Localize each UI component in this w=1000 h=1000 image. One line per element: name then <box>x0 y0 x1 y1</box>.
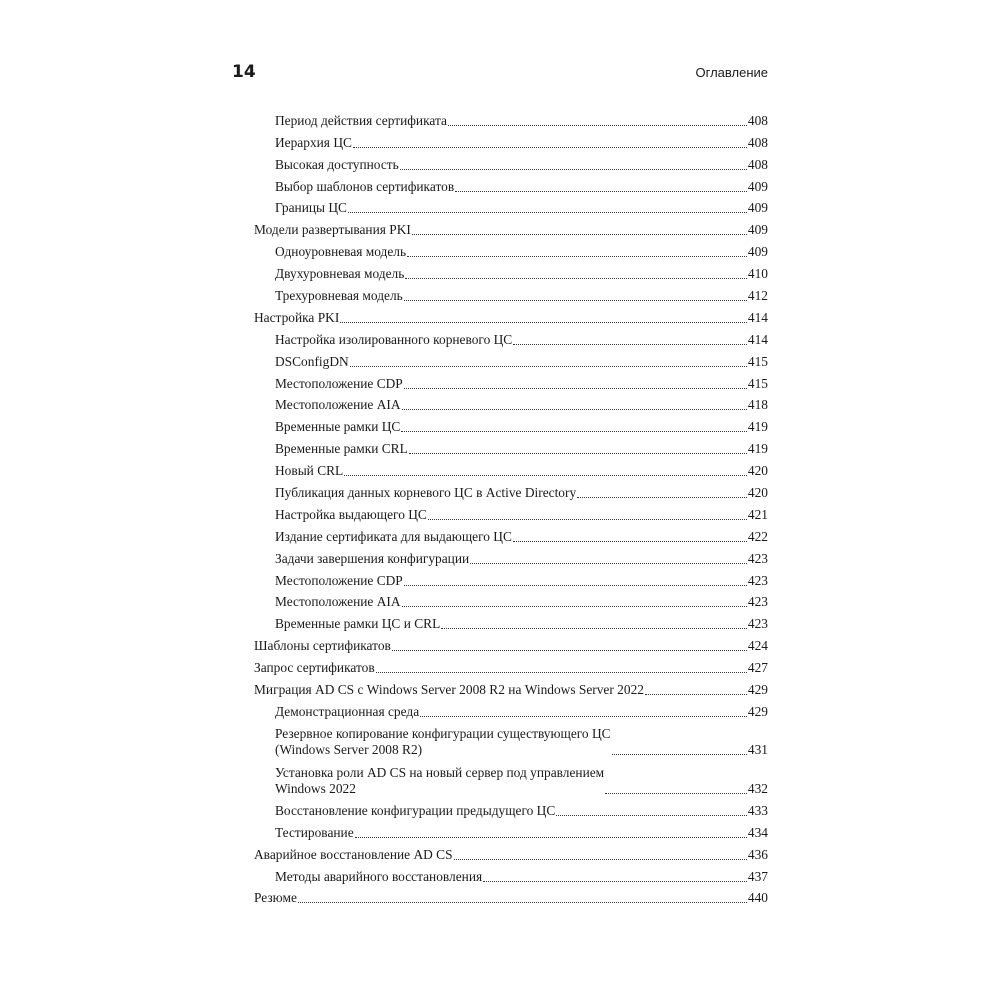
toc-page-number: 429 <box>747 703 768 719</box>
dot-leader <box>513 541 747 542</box>
toc-subsection <box>254 195 768 217</box>
toc-subsection <box>254 501 768 523</box>
toc-entry-title: Границы ЦС <box>275 200 347 216</box>
toc-entry-title: Задачи завершения конфигурации <box>275 550 470 566</box>
dot-leader <box>577 497 747 498</box>
toc-subsection <box>254 457 768 479</box>
toc-page-number: 437 <box>747 868 768 884</box>
toc-page-number: 409 <box>747 244 768 260</box>
dot-leader <box>483 881 747 882</box>
dot-leader <box>420 716 747 717</box>
toc-page-number: 432 <box>747 780 768 796</box>
dot-leader <box>409 453 747 454</box>
table-of-contents <box>254 107 768 906</box>
dot-leader <box>407 256 747 257</box>
dot-leader <box>344 475 747 476</box>
toc-page-number: 427 <box>747 660 768 676</box>
toc-subsection <box>254 260 768 282</box>
dot-leader <box>404 585 747 586</box>
toc-entry-title: DSConfigDN <box>275 353 349 369</box>
toc-subsection <box>254 326 768 348</box>
toc-entry-title: Резервное копирование конфигурации существующего ЦС (Windows Server 2008 R2) <box>275 726 611 758</box>
dot-leader <box>612 754 747 755</box>
toc-page-number: 415 <box>747 353 768 369</box>
toc-entry-title: Одноуровневая модель <box>275 244 407 260</box>
toc-entry-title: Восстановление конфигурации предыдущего ЦС <box>275 802 556 818</box>
toc-subsection <box>254 797 768 819</box>
toc-subsection <box>254 758 768 797</box>
toc-section <box>254 632 768 654</box>
toc-subsection <box>254 435 768 457</box>
toc-page-number: 412 <box>747 288 768 304</box>
toc-subsection <box>254 282 768 304</box>
toc-subsection <box>254 720 768 759</box>
toc-section <box>254 885 768 907</box>
toc-page-number: 423 <box>747 572 768 588</box>
toc-section <box>254 676 768 698</box>
toc-subsection <box>254 819 768 841</box>
dot-leader <box>348 212 747 213</box>
toc-entry-title: Публикация данных корневого ЦС в Active Directory <box>275 485 577 501</box>
toc-page-number: 414 <box>747 331 768 347</box>
dot-leader <box>340 322 747 323</box>
toc-page-number: 414 <box>747 309 768 325</box>
toc-entry-title: Трехуровневая модель <box>275 288 403 304</box>
toc-entry-title: Местоположение AIA <box>275 397 401 413</box>
toc-entry-title: Шаблоны сертификатов <box>254 638 391 654</box>
toc-subsection <box>254 173 768 195</box>
dot-leader <box>513 344 747 345</box>
toc-page-number: 424 <box>747 638 768 654</box>
toc-entry-title: Тестирование <box>275 824 354 840</box>
dot-leader <box>605 793 747 794</box>
dot-leader <box>412 234 747 235</box>
toc-entry-title: Выбор шаблонов сертификатов <box>275 178 455 194</box>
toc-page-number: 420 <box>747 463 768 479</box>
toc-page-number: 418 <box>747 397 768 413</box>
toc-subsection <box>254 610 768 632</box>
dot-leader <box>298 902 747 903</box>
dot-leader <box>441 628 747 629</box>
dot-leader <box>355 837 747 838</box>
toc-entry-title: Резюме <box>254 890 297 906</box>
toc-entry-title: Местоположение AIA <box>275 594 401 610</box>
dot-leader <box>350 366 747 367</box>
toc-entry-title: Местоположение CDP <box>275 572 403 588</box>
toc-page-number: 419 <box>747 441 768 457</box>
toc-entry-title: Высокая доступность <box>275 156 399 172</box>
toc-entry-title: Временные рамки ЦС и CRL <box>275 616 441 632</box>
toc-section <box>254 841 768 863</box>
toc-page-number: 408 <box>747 112 768 128</box>
toc-page-number: 423 <box>747 616 768 632</box>
toc-page-number: 409 <box>747 200 768 216</box>
toc-page-number: 434 <box>747 824 768 840</box>
toc-subsection <box>254 392 768 414</box>
toc-subsection <box>254 589 768 611</box>
toc-entry-title: Миграция AD CS с Windows Server 2008 R2 на Windows Server 2022 <box>254 682 644 698</box>
toc-entry-title: Установка роли AD CS на новый сервер под управлением Windows 2022 <box>275 764 605 796</box>
toc-subsection <box>254 479 768 501</box>
toc-page-number: 436 <box>747 846 768 862</box>
toc-entry-title: Иерархия ЦС <box>275 134 352 150</box>
toc-entry-title: Аварийное восстановление AD CS <box>254 846 453 862</box>
dot-leader <box>556 815 747 816</box>
dot-leader <box>402 409 747 410</box>
toc-entry-title: Модели развертывания PKI <box>254 222 411 238</box>
toc-page-number: 420 <box>747 485 768 501</box>
toc-page-number: 429 <box>747 682 768 698</box>
toc-subsection <box>254 348 768 370</box>
toc-subsection <box>254 413 768 435</box>
toc-page-number: 421 <box>747 506 768 522</box>
toc-entry-title: Настройка изолированного корневого ЦС <box>275 331 513 347</box>
toc-page-number: 408 <box>747 156 768 172</box>
toc-subsection <box>254 151 768 173</box>
toc-page-number: 433 <box>747 802 768 818</box>
toc-page-number: 409 <box>747 222 768 238</box>
dot-leader <box>376 672 747 673</box>
dot-leader <box>404 300 747 301</box>
dot-leader <box>645 694 747 695</box>
toc-entry-title: Запрос сертификатов <box>254 660 375 676</box>
dot-leader <box>470 563 747 564</box>
toc-entry-title: Период действия сертификата <box>275 112 447 128</box>
dot-leader <box>454 859 747 860</box>
toc-page-number: 440 <box>747 890 768 906</box>
toc-subsection <box>254 698 768 720</box>
toc-page-number: 410 <box>747 266 768 282</box>
toc-page-number: 408 <box>747 134 768 150</box>
dot-leader <box>400 169 747 170</box>
toc-page-number: 422 <box>747 528 768 544</box>
toc-entry-title: Местоположение CDP <box>275 375 403 391</box>
toc-page-number: 409 <box>747 178 768 194</box>
toc-entry-title: Демонстрационная среда <box>275 703 420 719</box>
toc-page-number: 423 <box>747 594 768 610</box>
toc-page-number: 419 <box>747 419 768 435</box>
toc-entry-title: Настройка PKI <box>254 309 340 325</box>
toc-subsection <box>254 370 768 392</box>
page-header <box>232 60 768 86</box>
toc-entry-title: Издание сертификата для выдающего ЦС <box>275 528 512 544</box>
dot-leader <box>402 606 747 607</box>
toc-page-number: 423 <box>747 550 768 566</box>
toc-subsection <box>254 129 768 151</box>
toc-entry-title: Методы аварийного восстановления <box>275 868 483 884</box>
toc-section <box>254 654 768 676</box>
toc-subsection <box>254 545 768 567</box>
toc-subsection <box>254 238 768 260</box>
dot-leader <box>448 125 747 126</box>
toc-page-number: 431 <box>747 742 768 758</box>
dot-leader <box>455 191 747 192</box>
toc-subsection <box>254 523 768 545</box>
toc-page-number: 415 <box>747 375 768 391</box>
dot-leader <box>404 388 747 389</box>
toc-entry-title: Временные рамки ЦС <box>275 419 401 435</box>
toc-entry-title: Настройка выдающего ЦС <box>275 506 427 522</box>
toc-section <box>254 304 768 326</box>
running-title: Оглавление <box>695 65 768 80</box>
toc-subsection <box>254 863 768 885</box>
toc-entry-title: Новый CRL <box>275 463 344 479</box>
toc-section <box>254 216 768 238</box>
page-number: 14 <box>232 62 256 82</box>
dot-leader <box>401 431 747 432</box>
toc-subsection <box>254 107 768 129</box>
dot-leader <box>353 147 747 148</box>
toc-entry-title: Двухуровневая модель <box>275 266 405 282</box>
toc-entry-title: Временные рамки CRL <box>275 441 408 457</box>
toc-subsection <box>254 567 768 589</box>
dot-leader <box>392 650 747 651</box>
dot-leader <box>428 519 747 520</box>
dot-leader <box>405 278 747 279</box>
